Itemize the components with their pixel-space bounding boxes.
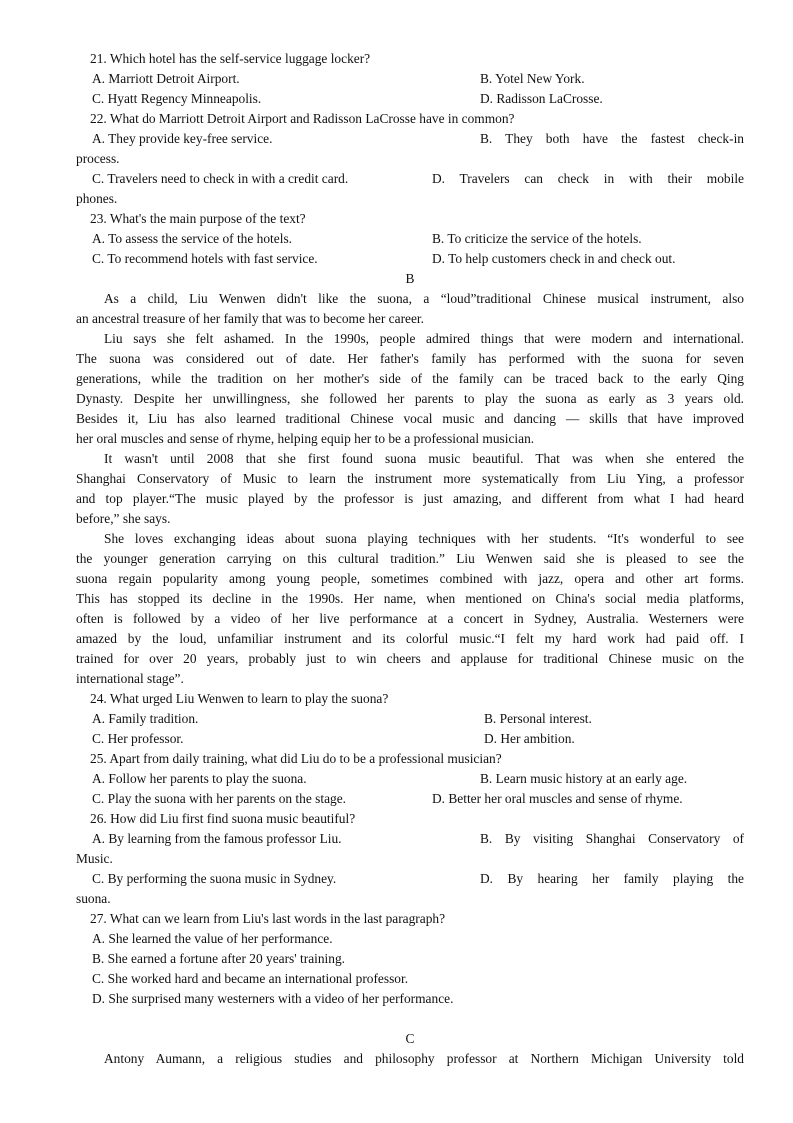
option-c: C. Play the suona with her parents on the stage. [92,791,346,806]
passage-b-line: suona regain popularity among young people, sometimes combined with jazz, opera and other art forms. [76,571,744,586]
option-a: A. To assess the service of the hotels. [92,231,293,246]
passage-b-line: the younger generation carrying on this cultural tradition.” Liu Wenwen said she is pleased to see the [76,551,744,566]
option-d: D. By hearing her family playing the [480,871,744,886]
question-26-row-2 [76,869,744,889]
option-a: A. Marriott Detroit Airport. [92,71,240,86]
option-b: B. To criticize the service of the hotels. [432,231,642,246]
option-a: A. She learned the value of her performance. [92,931,333,946]
option-c: C. Her professor. [92,731,184,746]
option-c: C. To recommend hotels with fast service. [92,251,318,266]
option-a: A. They provide key-free service. [92,131,273,146]
passage-b-line: before,” she says. [76,511,171,526]
question-26-row-1 [76,829,744,849]
question-23-stem: 23. What's the main purpose of the text? [90,211,306,226]
option-c: C. She worked hard and became an international professor. [92,971,409,986]
section-c-heading: C [405,1031,415,1046]
question-22-stem: 22. What do Marriott Detroit Airport and Radisson LaCrosse have in common? [90,111,515,126]
option-d: D. Travelers can check in with their mobile [432,171,744,186]
question-23-row-2 [76,249,744,269]
option-b: B. Personal interest. [484,711,592,726]
passage-b-line: her oral muscles and sense of rhyme, helping equip her to be a professional musician. [76,431,535,446]
question-23-row-1 [76,229,744,249]
option-b: B. They both have the fastest check-in [480,131,744,146]
passage-b-line: It wasn't until 2008 that she first found suona music beautiful. That was when she entered the [104,451,744,466]
option-c: C. Hyatt Regency Minneapolis. [92,91,262,106]
question-26-stem: 26. How did Liu first find suona music beautiful? [90,811,356,826]
option-b: B. By visiting Shanghai Conservatory of [480,831,744,846]
passage-b-line: international stage”. [76,671,184,686]
question-24-row-2 [76,729,744,749]
passage-b-line: and top player.“The music played by the professor is just amazing, and different from what I had heard [76,491,744,506]
option-a: A. Follow her parents to play the suona. [92,771,307,786]
option-a: A. Family tradition. [92,711,199,726]
passage-b-line: Besides it, Liu has also learned traditional Chinese vocal music and dancing — skills that have improved [76,411,744,426]
question-22-row-1 [76,129,744,149]
option-a: A. By learning from the famous professor Liu. [92,831,342,846]
option-b-continuation: process. [76,151,120,166]
question-25-row-1 [76,769,744,789]
option-d-continuation: suona. [76,891,111,906]
passage-b-line: As a child, Liu Wenwen didn't like the suona, a “loud”traditional Chinese musical instrument, also [104,291,744,306]
option-b-continuation: Music. [76,851,113,866]
passage-b-line: an ancestral treasure of her family that was to become her career. [76,311,424,326]
option-d: D. She surprised many westerners with a video of her performance. [92,991,454,1006]
passage-b-line: She loves exchanging ideas about suona playing techniques with her students. “It's wonderful to see [104,531,744,546]
question-21-row-1 [76,69,744,89]
question-21-row-2 [76,89,744,109]
section-b-heading: B [405,271,415,286]
question-25-row-2 [76,789,744,809]
question-24-row-1 [76,709,744,729]
option-b: B. She earned a fortune after 20 years' training. [92,951,346,966]
passage-b-line: The suona was considered out of date. Her father's family has performed with the suona for seven [76,351,744,366]
passage-c-line: Antony Aumann, a religious studies and philosophy professor at Northern Michigan University told [104,1051,744,1066]
passage-b-line: This has stopped its decline in the 1990s. Her name, when mentioned on China's social media platforms, [76,591,744,606]
option-c: C. Travelers need to check in with a credit card. [92,171,349,186]
option-d-continuation: phones. [76,191,118,206]
passage-b-line: often is followed by a video of her live performance at a concert in Sydney, Australia. Westerners were [76,611,744,626]
option-d: D. Her ambition. [484,731,575,746]
question-22-row-2 [76,169,744,189]
question-21-stem: 21. Which hotel has the self-service luggage locker? [90,51,371,66]
exam-page [76,49,744,1069]
passage-b-line: trained for over 20 years, probably just to win cheers and applause for traditional Chinese music on the [76,651,744,666]
option-b: B. Yotel New York. [480,71,585,86]
section-gap [76,1009,744,1029]
question-24-stem: 24. What urged Liu Wenwen to learn to play the suona? [90,691,389,706]
passage-b-line: Liu says she felt ashamed. In the 1990s, people admired things that were modern and international. [104,331,744,346]
option-d: D. Better her oral muscles and sense of rhyme. [432,791,683,806]
option-c: C. By performing the suona music in Sydney. [92,871,337,886]
passage-b-line: generations, while the tradition on her mother's side of the family can be traced back to the early Qing [76,371,744,386]
option-b: B. Learn music history at an early age. [480,771,688,786]
question-27-stem: 27. What can we learn from Liu's last words in the last paragraph? [90,911,446,926]
passage-b-line: amazed by the loud, unfamiliar instrument and its colorful music.“I felt my hard work had paid off. I [76,631,744,646]
question-25-stem: 25. Apart from daily training, what did Liu do to be a professional musician? [90,751,502,766]
option-d: D. Radisson LaCrosse. [480,91,603,106]
passage-b-line: Dynasty. Despite her unwillingness, she followed her parents to play the suona as early as 3 years old. [76,391,744,406]
passage-b-line: Shanghai Conservatory of Music to learn the instrument more systematically from Liu Ying, a professor [76,471,744,486]
option-d: D. To help customers check in and check out. [432,251,676,266]
